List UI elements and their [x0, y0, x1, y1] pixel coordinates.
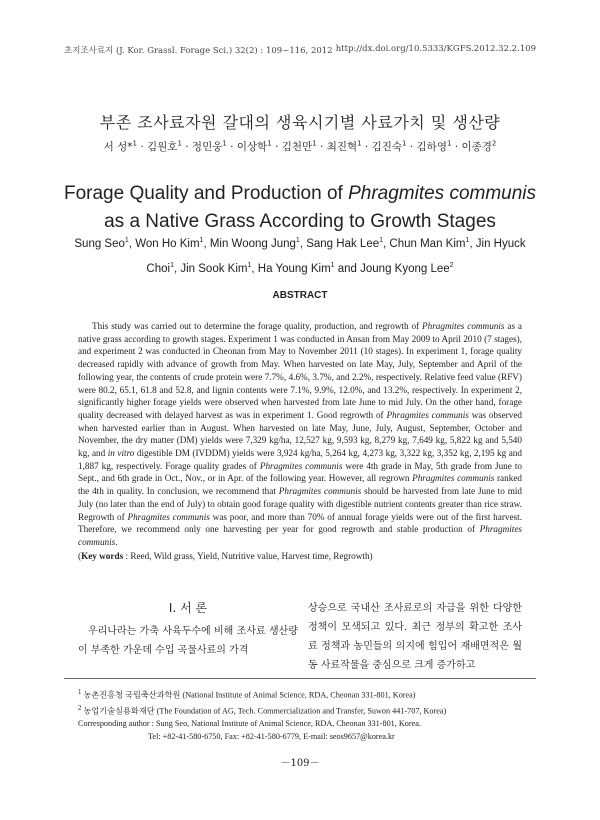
- abstract-text: ranked the 4th in quality. In conclusion, we recommend that: [78, 473, 522, 497]
- abstract-italic: in vitro: [107, 448, 135, 459]
- footnote-2: $^2$ 농업기술실용화재단 (The Foundation of AG, Tech. Commercialization and Transfer, Suwon 441-707, Korea): [78, 704, 447, 716]
- english-title-part1: Forage Quality and Production of: [63, 183, 349, 204]
- abstract-heading: ABSTRACT: [272, 290, 328, 301]
- author-affiliation-mark: 1: [170, 261, 174, 269]
- author-name: 김원호: [147, 141, 178, 153]
- author-name: 김진숙: [371, 141, 403, 153]
- english-title: [60, 180, 540, 236]
- abstract-italic: Phragmites communis: [278, 486, 362, 497]
- keywords-label: Key words: [81, 550, 124, 561]
- journal-citation: 초지조사료지 (J. Kor. Grassl. Forage Sci.) 32(2) : 109~116, 2012: [64, 46, 333, 56]
- abstract-paragraph: [78, 320, 522, 549]
- author-affiliation-mark: 1: [379, 237, 384, 244]
- author-name: Jin Sook Kim: [180, 262, 248, 275]
- footnotes: [78, 686, 528, 743]
- author-name: Won Ho Kim: [135, 237, 200, 250]
- author-name: Ha Young Kim: [257, 262, 331, 275]
- contact-info: Tel: +82-41-580-6750, Fax: +82-41-580-6779, E-mail: seos9657@korea.kr: [148, 732, 395, 742]
- author-name: 김천만: [281, 141, 313, 153]
- page-number: －109－: [280, 758, 320, 769]
- abstract-text: was observed when harvested earlier than in August. When harvested on late May, June, July, August, September, October and November, the dry matter (DM) yields were 7,329 kg/ha, 12,527 kg, 9,593 kg, 8,279 kg, 7,649 kg, 5,822 kg and 5,540 kg, and: [78, 409, 522, 459]
- author-affiliation-mark: 2: [449, 261, 454, 269]
- author-affiliation-mark: 1: [124, 237, 129, 244]
- author-affiliation-mark: 1: [132, 139, 137, 148]
- abstract-italic: Phragmites communis: [422, 321, 505, 331]
- doi-link[interactable]: http://dx.doi.org/10.5333/KGFS.2012.32.2.109: [335, 44, 536, 54]
- author-affiliation-mark: 2: [491, 139, 497, 148]
- abstract-body: [78, 320, 522, 562]
- author-name: 이상학: [236, 141, 268, 153]
- author-affiliation-mark: 1: [402, 139, 407, 148]
- author-name: Sung Seo: [74, 237, 125, 250]
- author-name: Joung Kyong Lee: [360, 262, 450, 275]
- author-affiliation-mark: 1: [177, 139, 182, 148]
- footnote-1: $^1$ 농촌진흥청 국립축산과학원 (National Institute of Animal Science, RDA, Cheonan 331-801, Korea): [78, 689, 416, 700]
- intro-paragraph-right: 상승으로 국내산 조사료로의 자급을 위한 다양한 정책이 모색되고 있다. 최근 정부의 확고한 조사료 정책과 농민들의 의지에 힘입어 재배면적은 월동 사료작물을 중심으로 크게 증가하고: [308, 603, 522, 671]
- abstract-text: This study was carried out to determine the forage quality, production, and regrowth of: [92, 321, 423, 331]
- abstract-text: should be harvested from late June to mid July (no later than the end of July) to obtain good forage quality with digestible nutrient contents greater than rice straw. Regrowth of: [78, 486, 522, 522]
- abstract-italic: Phragmites communis: [259, 460, 343, 471]
- author-affiliation-mark: 1: [312, 139, 317, 148]
- abstract-text: was poor, and more than 70% of annual forage yields were out of the first harvest. Therefore, we recommend only one harvesting per year for good regrowth and stable production of: [78, 511, 523, 535]
- footnote-divider: [64, 678, 536, 679]
- abstract-text: .: [115, 536, 118, 547]
- intro-paragraph-left: 우리나라는 가축 사육두수에 비해 조사료 생산량이 부족한 가운데 수입 곡물사료의 가격: [78, 626, 298, 656]
- author-affiliation-mark: 1: [199, 237, 204, 244]
- keywords-text: : Reed, Wild grass, Yield, Nutritive value, Harvest time, Regrowth): [123, 550, 373, 561]
- author-name: 김하영: [416, 141, 447, 153]
- author-affiliation-mark: 1: [357, 139, 362, 148]
- abstract-italic: Phragmites communis: [386, 409, 469, 420]
- author-name: Sang Hak Lee: [306, 237, 380, 250]
- body-column-right: [308, 599, 522, 675]
- author-name: 서 성*: [103, 141, 133, 153]
- section-title-introduction: Ⅰ. 서 론: [168, 601, 208, 615]
- abstract-text: as a native grass according to growth stages. Experiment 1 was conducted in Ansan from May 2009 to April 2010 (7 stages), and experiment 2 was conducted in Cheonan from May to November 2011 (10 stages). In experiment 1, forage quality decreased rapidly with advance of growth from May. When harvested on late May, July, September and April of the following year, the contents of crude protein were 7.7%, 4.6%, 3.7%, and 2.2%, respectively. Relative feed value (RFV) were 80.2, 65.1, 61.8 and 52.8, and lignin contents were 7.1%, 9.9%, 12.0%, and 13.2%, respectively. In experiment 2, significantly higher forage yields were observed when harvested from late June to mid July. On the other hand, forage quality decreased with delayed harvest as was in experiment 1. Good regrowth of: [78, 321, 522, 420]
- author-affiliation-mark: 1: [446, 139, 452, 148]
- corresponding-author: Corresponding author : Sung Seo, National Institute of Animal Science, RDA, Cheonan 331-801, Korea.: [78, 719, 421, 729]
- author-affiliation-mark: 1: [330, 261, 335, 269]
- korean-title: 부존 조사료자원 갈대의 생육시기별 사료가치 및 생산량: [99, 113, 501, 132]
- author-affiliation-mark: 1: [222, 139, 227, 148]
- english-authors: Sung Seo$^1$, Won Ho Kim$^1$, Min Woong Jung$^1$, Sang Hak Lee$^1$, Chun Man Kim$^1$, Jin Hyuck Choi$^1$, Jin Sook Kim$^1$, Ha Young Kim$^1$ and Joung Kyong Lee$^2$: [74, 237, 526, 275]
- abstract-italic: Phragmites communis: [78, 524, 522, 547]
- abstract-text: were 4th grade in May, 5th grade from June to Sept., and 6th grade in Oct., Nov., or in Apr. of the following year. However, all regrown: [78, 460, 522, 484]
- abstract-text: digestible DM (IVDDM) yields were 3,924 kg/ha, 5,264 kg, 4,273 kg, 3,322 kg, 3,352 kg, 2,195 kg and 1,887 kg, respectively. Forage quality grades of: [78, 448, 522, 471]
- running-header: [64, 44, 536, 56]
- author-name: Chun Man Kim: [389, 237, 466, 250]
- abstract-italic: Phragmites communis: [127, 511, 210, 522]
- english-title-species: Phragmites communis: [348, 183, 537, 204]
- body-column-left: [78, 599, 298, 660]
- author-name: 최진혁: [326, 141, 358, 153]
- author-affiliation-mark: 1: [267, 139, 272, 148]
- abstract-italic: Phragmites communis: [412, 473, 495, 484]
- author-name: 정민웅: [191, 141, 223, 153]
- author-name: Min Woong Jung: [209, 237, 296, 250]
- keywords: (Key words : Reed, Wild grass, Yield, Nutritive value, Harvest time, Regrowth): [78, 550, 373, 561]
- author-name: 이종경: [461, 141, 492, 153]
- korean-authors: 서 성*$^1$ · 김원호$^1$ · 정민웅$^1$ · 이상학$^1$ · 김천만$^1$ · 최진혁$^1$ · 김진숙$^1$ · 김하영$^1$ · 이종경$^2$: [103, 139, 497, 153]
- author-affiliation-mark: 1: [465, 237, 470, 244]
- author-affiliation-mark: 1: [247, 261, 252, 269]
- english-title-part2: as a Native Grass According to Growth Stages: [104, 211, 496, 232]
- author-affiliation-mark: 1: [295, 237, 300, 244]
- author-name: Jin Hyuck Choi: [146, 237, 526, 275]
